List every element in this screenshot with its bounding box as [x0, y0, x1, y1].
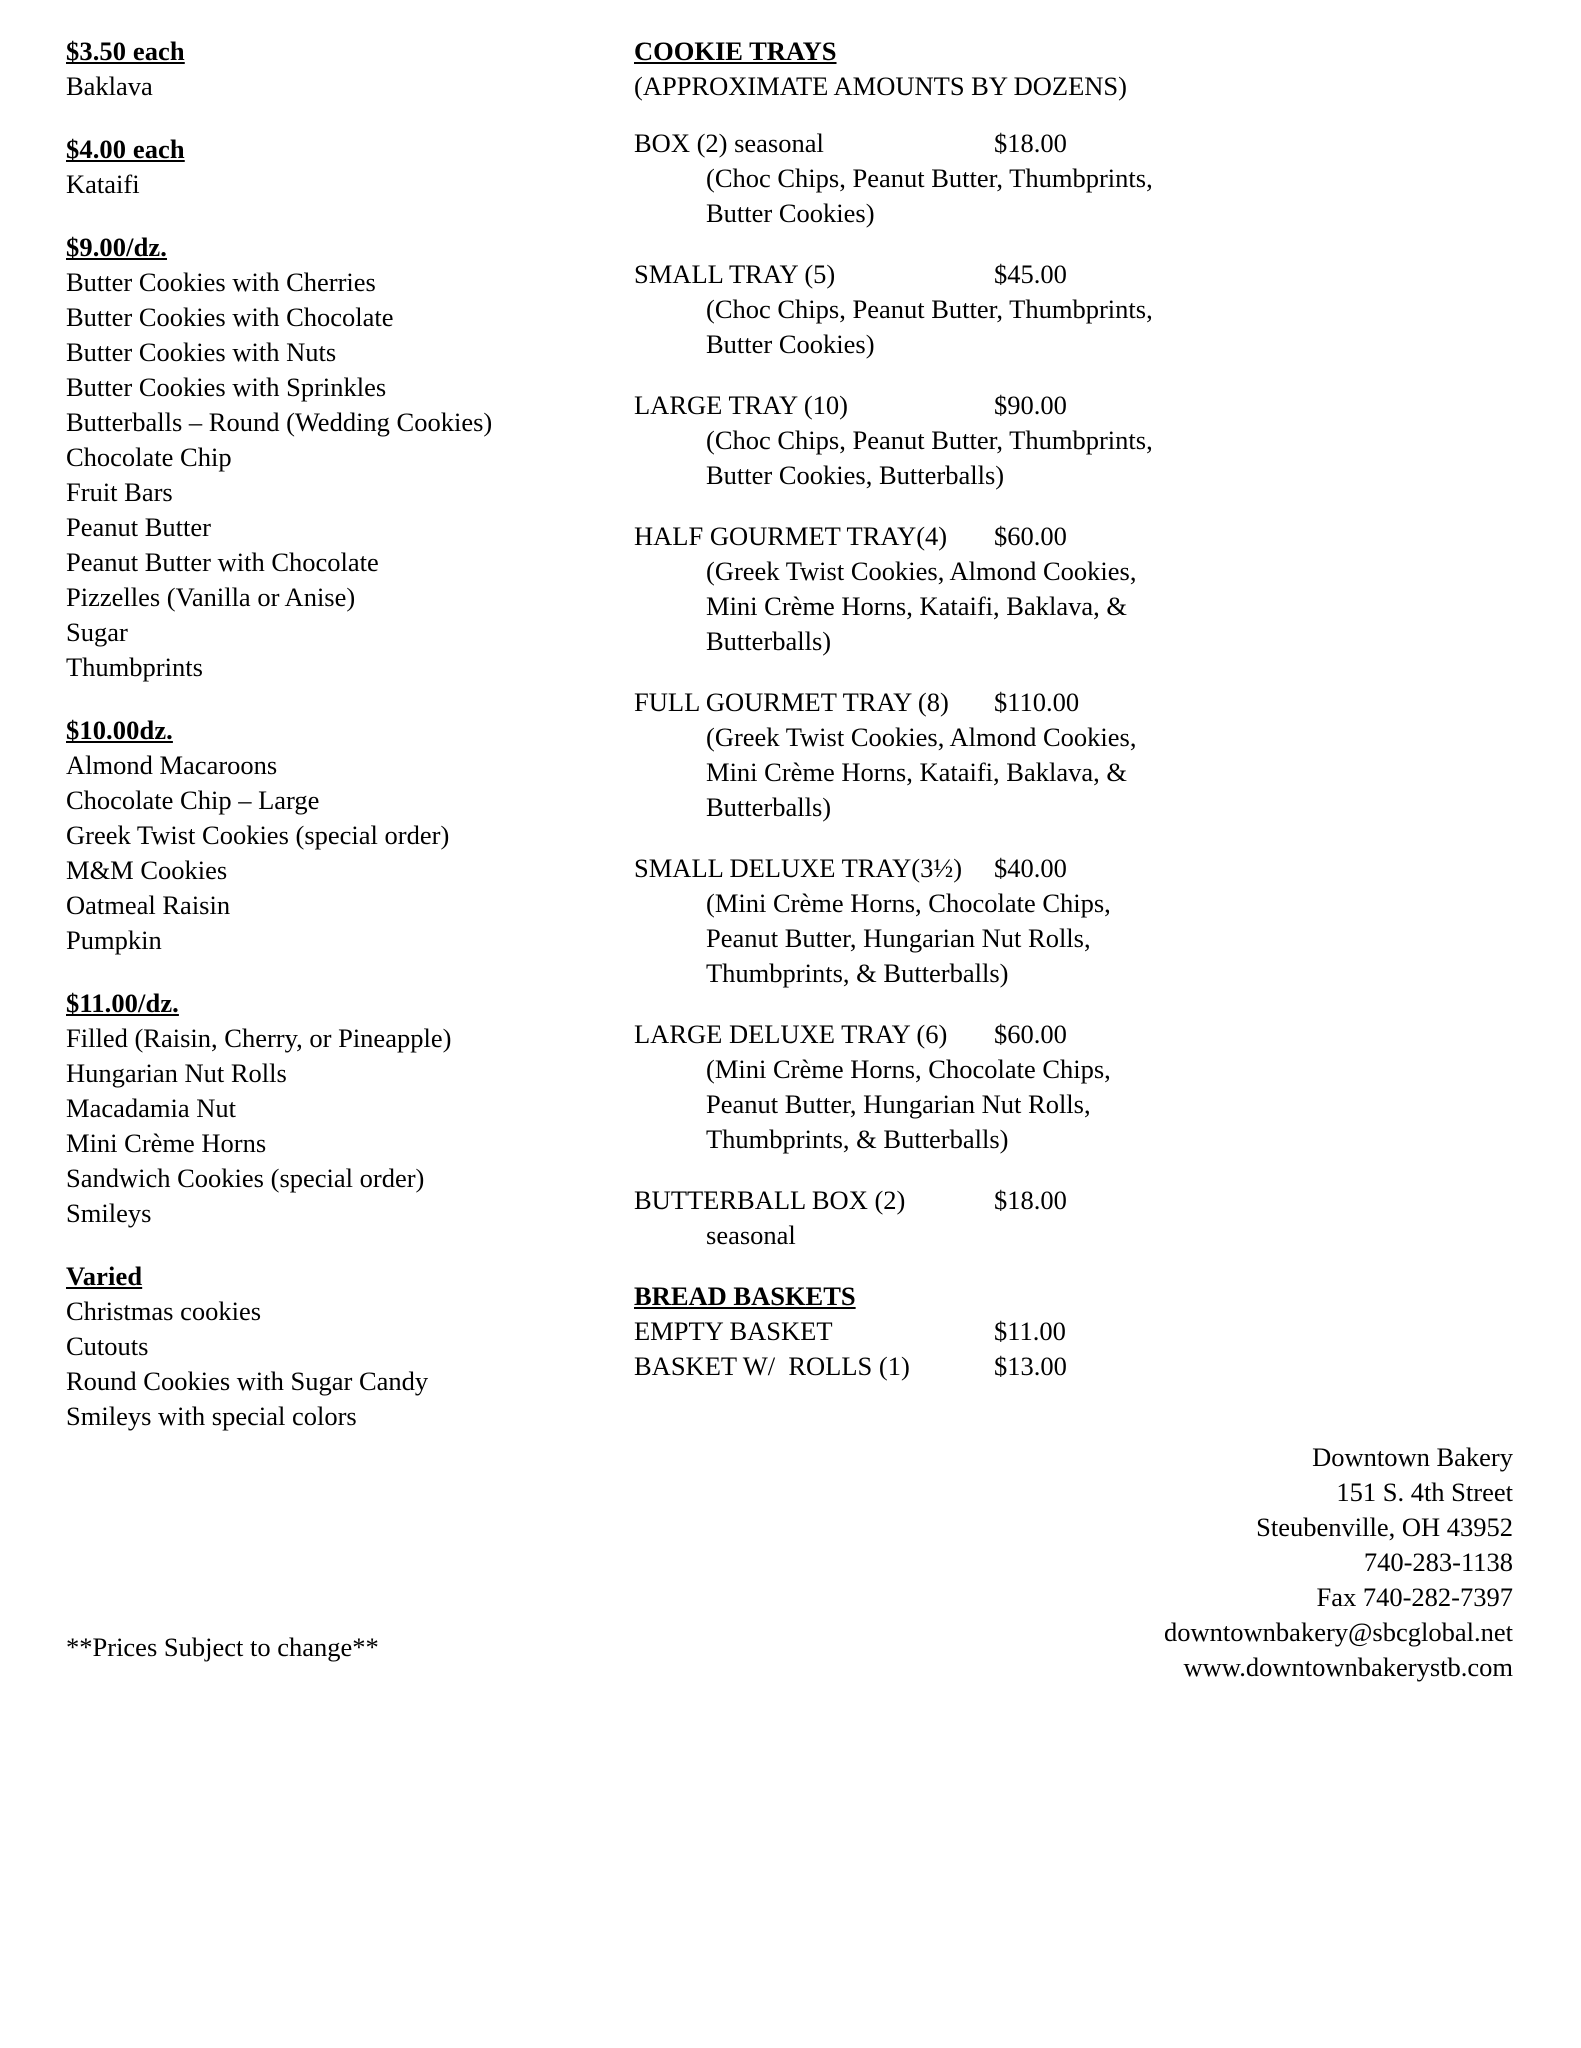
price-list-item: Greek Twist Cookies (special order) — [66, 820, 450, 850]
bakery-contact-block — [634, 1440, 1521, 1685]
price-group — [66, 1259, 626, 1434]
left-column-spacer — [66, 1434, 626, 1630]
tray-description-line: Butterballs) — [706, 792, 832, 822]
price-list-item: Filled (Raisin, Cherry, or Pineapple) — [66, 1023, 452, 1053]
bakery-city-state-zip: Steubenville, OH 43952 — [1256, 1512, 1513, 1542]
tray-name: HALF GOURMET TRAY(4) — [634, 521, 948, 551]
tray-list — [634, 126, 1521, 1253]
basket-row — [634, 1314, 1521, 1349]
price-group — [66, 713, 626, 958]
price-group — [66, 230, 626, 685]
tray-entry — [634, 685, 1521, 825]
tray-header-row — [634, 519, 1521, 554]
price-groups — [66, 34, 626, 1434]
tray-description-line: seasonal — [706, 1220, 796, 1250]
bread-baskets-heading: BREAD BASKETS — [634, 1281, 856, 1311]
price-list-item: Mini Crème Horns — [66, 1128, 267, 1158]
bakery-phone: 740-283-1138 — [1363, 1547, 1513, 1577]
tray-price: $45.00 — [994, 259, 1067, 289]
tray-description-line: (Choc Chips, Peanut Butter, Thumbprints, — [706, 425, 1153, 455]
tray-name: SMALL TRAY (5) — [634, 259, 836, 289]
tray-price: $18.00 — [994, 1185, 1067, 1215]
price-list-item: Macadamia Nut — [66, 1093, 236, 1123]
price-list-item: Peanut Butter with Chocolate — [66, 547, 379, 577]
tray-entry — [634, 388, 1521, 493]
price-list-item: Hungarian Nut Rolls — [66, 1058, 287, 1088]
basket-row — [634, 1349, 1521, 1384]
tray-entry — [634, 257, 1521, 362]
tray-description-line: Butter Cookies, Butterballs) — [706, 460, 1005, 490]
price-list-item: Butter Cookies with Nuts — [66, 337, 337, 367]
price-group — [66, 132, 626, 202]
price-list-item: Cutouts — [66, 1331, 149, 1361]
price-list-item: Christmas cookies — [66, 1296, 262, 1326]
price-list-item: Round Cookies with Sugar Candy — [66, 1366, 429, 1396]
tray-header-row — [634, 126, 1521, 161]
tray-price: $40.00 — [994, 853, 1067, 883]
price-list-column — [66, 34, 626, 1665]
price-list-item: Pumpkin — [66, 925, 162, 955]
price-group-heading: $9.00/dz. — [66, 232, 168, 262]
tray-description-line: (Greek Twist Cookies, Almond Cookies, — [706, 556, 1137, 586]
tray-description-line: Peanut Butter, Hungarian Nut Rolls, — [706, 1089, 1091, 1119]
tray-entry — [634, 519, 1521, 659]
tray-name: LARGE DELUXE TRAY (6) — [634, 1019, 948, 1049]
price-group-heading: $10.00dz. — [66, 715, 173, 745]
tray-description-line: Mini Crème Horns, Kataifi, Baklava, & — [706, 591, 1127, 621]
tray-header-row — [634, 1183, 1521, 1218]
tray-description-line: Peanut Butter, Hungarian Nut Rolls, — [706, 923, 1091, 953]
tray-description-line: Thumbprints, & Butterballs) — [706, 958, 1009, 988]
tray-entry — [634, 851, 1521, 991]
price-list-item: Butterballs – Round (Wedding Cookies) — [66, 407, 493, 437]
price-group — [66, 986, 626, 1231]
price-list-item: Kataifi — [66, 169, 140, 199]
tray-description-line: (Greek Twist Cookies, Almond Cookies, — [706, 722, 1137, 752]
cookie-trays-column — [626, 34, 1521, 1685]
price-group-heading: $11.00/dz. — [66, 988, 179, 1018]
tray-price: $18.00 — [994, 128, 1067, 158]
price-list-item: Peanut Butter — [66, 512, 211, 542]
price-list-item: Sandwich Cookies (special order) — [66, 1163, 425, 1193]
bakery-website: www.downtownbakerystb.com — [1183, 1652, 1513, 1682]
cookie-trays-heading: COOKIE TRAYS — [634, 36, 837, 66]
tray-name: SMALL DELUXE TRAY(3½) — [634, 853, 963, 883]
price-group-heading: Varied — [66, 1261, 143, 1291]
tray-name: BUTTERBALL BOX (2) — [634, 1185, 906, 1215]
tray-entry — [634, 1017, 1521, 1157]
tray-header-row — [634, 685, 1521, 720]
tray-name: FULL GOURMET TRAY (8) — [634, 687, 949, 717]
price-list-item: Baklava — [66, 71, 153, 101]
price-list-item: Butter Cookies with Cherries — [66, 267, 376, 297]
tray-price: $60.00 — [994, 521, 1067, 551]
tray-name: LARGE TRAY (10) — [634, 390, 848, 420]
cookie-trays-subheading: (APPROXIMATE AMOUNTS BY DOZENS) — [634, 71, 1127, 101]
tray-price: $90.00 — [994, 390, 1067, 420]
price-group-heading: $3.50 each — [66, 36, 185, 66]
tray-price: $60.00 — [994, 1019, 1067, 1049]
basket-name: BASKET W/ ROLLS (1) — [634, 1351, 910, 1381]
tray-description-line: Butterballs) — [706, 626, 832, 656]
tray-description-line: (Mini Crème Horns, Chocolate Chips, — [706, 888, 1111, 918]
basket-price: $11.00 — [994, 1316, 1066, 1346]
tray-description-line: Butter Cookies) — [706, 329, 875, 359]
price-list-item: Almond Macaroons — [66, 750, 278, 780]
bakery-street: 151 S. 4th Street — [1336, 1477, 1513, 1507]
tray-header-row — [634, 1017, 1521, 1052]
price-list-item: Butter Cookies with Sprinkles — [66, 372, 387, 402]
tray-description-line: (Choc Chips, Peanut Butter, Thumbprints, — [706, 294, 1153, 324]
price-list-item: Fruit Bars — [66, 477, 173, 507]
price-list-item: Smileys — [66, 1198, 152, 1228]
price-group — [66, 34, 626, 104]
tray-description-line: Butter Cookies) — [706, 198, 875, 228]
tray-header-row — [634, 388, 1521, 423]
tray-price: $110.00 — [994, 687, 1080, 717]
tray-entry — [634, 126, 1521, 231]
basket-list — [634, 1314, 1521, 1384]
bakery-name: Downtown Bakery — [1312, 1442, 1513, 1472]
basket-price: $13.00 — [994, 1351, 1067, 1381]
price-list-item: Sugar — [66, 617, 128, 647]
tray-header-row — [634, 851, 1521, 886]
tray-header-row — [634, 257, 1521, 292]
tray-description-line: Mini Crème Horns, Kataifi, Baklava, & — [706, 757, 1127, 787]
price-group-heading: $4.00 each — [66, 134, 185, 164]
tray-entry — [634, 1183, 1521, 1253]
bakery-fax: Fax 740-282-7397 — [1316, 1582, 1513, 1612]
tray-description-line: Thumbprints, & Butterballs) — [706, 1124, 1009, 1154]
price-list-item: M&M Cookies — [66, 855, 228, 885]
price-change-note: **Prices Subject to change** — [66, 1632, 379, 1662]
menu-columns — [66, 34, 1521, 1685]
tray-name: BOX (2) seasonal — [634, 128, 824, 158]
price-list-item: Oatmeal Raisin — [66, 890, 231, 920]
bakery-email: downtownbakery@sbcglobal.net — [1164, 1617, 1513, 1647]
basket-name: EMPTY BASKET — [634, 1316, 833, 1346]
tray-description-line: (Mini Crème Horns, Chocolate Chips, — [706, 1054, 1111, 1084]
price-list-item: Chocolate Chip – Large — [66, 785, 320, 815]
price-list-item: Thumbprints — [66, 652, 203, 682]
price-list-item: Butter Cookies with Chocolate — [66, 302, 394, 332]
price-list-item: Chocolate Chip — [66, 442, 232, 472]
price-list-item: Pizzelles (Vanilla or Anise) — [66, 582, 356, 612]
price-list-item: Smileys with special colors — [66, 1401, 357, 1431]
tray-description-line: (Choc Chips, Peanut Butter, Thumbprints, — [706, 163, 1153, 193]
